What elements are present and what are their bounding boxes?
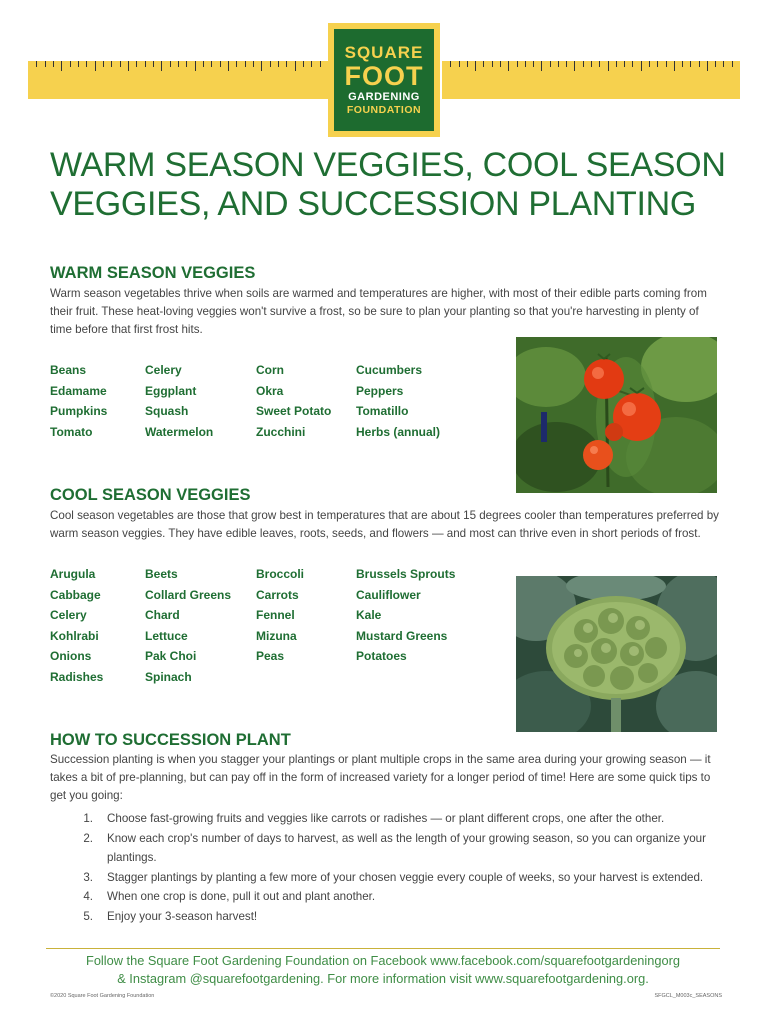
tip-text: Know each crop's number of days to harvest, as well as the length of your growing season, so you can organize your plantings. — [107, 831, 706, 864]
veggie-name: Mustard Greens — [356, 628, 448, 643]
ruler-tick — [295, 61, 296, 71]
logo-text-foundation: FOUNDATION — [346, 103, 422, 116]
succession-description: Succession planting is when you stagger your plantings or plant multiple crops in the same area during your growing season — it takes a bit of pre-planning, but can pay off in the form of increased variety for a longer period of time! Here are some quick tips to get you going: — [50, 753, 711, 802]
veggie-name: Potatoes — [356, 649, 407, 664]
ruler-tick — [311, 61, 312, 67]
veggie-name: Corn — [256, 363, 284, 378]
ruler-tick — [178, 61, 179, 67]
ruler-tick — [245, 61, 246, 67]
ruler-tick — [641, 61, 642, 71]
ruler-tick — [450, 61, 451, 67]
ruler-tick — [459, 61, 460, 67]
ruler-tick — [583, 61, 584, 67]
veggie-row — [50, 564, 466, 585]
ruler-tick — [303, 61, 304, 67]
ruler-tick — [228, 61, 229, 71]
ruler-tick — [161, 61, 162, 71]
veggie-name: Celery — [50, 608, 87, 623]
ruler-tick — [707, 61, 708, 71]
veggie-name: Beans — [50, 363, 87, 378]
ruler-tick — [467, 61, 468, 67]
ruler-tick — [211, 61, 212, 67]
veggie-name: Eggplant — [145, 383, 197, 398]
tip-item — [50, 868, 710, 888]
veggie-row — [50, 605, 466, 626]
veggie-row — [50, 667, 466, 688]
veggie-name: Chard — [145, 608, 180, 623]
ruler-tick — [261, 61, 262, 71]
veggie-name: Pumpkins — [50, 404, 108, 419]
cool-veggie-list — [50, 564, 466, 687]
copyright-notice: ©2020 Square Foot Gardening Foundation — [50, 993, 155, 999]
ruler-bar-right — [442, 61, 740, 99]
ruler-tick — [508, 61, 509, 71]
ruler-tick — [732, 61, 733, 67]
ruler-tick — [86, 61, 87, 67]
veggie-name: Cauliflower — [356, 587, 421, 602]
veggie-name: Broccoli — [256, 567, 305, 582]
ruler-tick — [186, 61, 187, 67]
ruler-tick — [616, 61, 617, 67]
ruler-tick — [682, 61, 683, 67]
ruler-tick — [500, 61, 501, 67]
ruler-tick — [70, 61, 71, 67]
cool-season-description: Cool season vegetables are those that grow best in temperatures that are about 15 degrees cooler than temperatures preferred by warm season veggies. They have edible leaves, roots, seeds, and flowers — and most can thrive even in short periods of frost. — [50, 509, 719, 540]
ruler-tick — [541, 61, 542, 71]
tip-item — [50, 907, 710, 927]
logo-text-foot: FOOT — [344, 60, 424, 91]
veggie-name: Fennel — [256, 608, 295, 623]
ruler-tick — [674, 61, 675, 71]
ruler-tick — [599, 61, 600, 67]
ruler-bar-left — [28, 61, 328, 99]
ruler-tick — [236, 61, 237, 67]
ruler-tick — [591, 61, 592, 67]
veggie-row — [50, 585, 466, 606]
tip-item — [50, 829, 710, 868]
footer-follow-text — [46, 952, 720, 988]
ruler-tick — [699, 61, 700, 67]
broccoli-photo — [516, 576, 717, 732]
footer-line-1: Follow the Square Foot Gardening Foundation on Facebook www.facebook.com/squarefootgardeningorg — [86, 953, 680, 968]
ruler-tick — [95, 61, 96, 71]
cool-season-heading: COOL SEASON VEGGIES — [50, 486, 251, 504]
ruler-tick — [253, 61, 254, 67]
veggie-name: Zucchini — [256, 424, 306, 439]
veggie-name: Kohlrabi — [50, 628, 99, 643]
ruler-tick — [475, 61, 476, 71]
ruler-tick — [715, 61, 716, 67]
page-title — [50, 146, 740, 224]
logo-text-square: SQUARE — [344, 42, 424, 62]
sfg-foundation-logo[interactable] — [328, 23, 440, 137]
veggie-row — [50, 646, 466, 667]
veggie-name: Lettuce — [145, 628, 188, 643]
ruler-tick — [517, 61, 518, 67]
ruler-tick — [36, 61, 37, 67]
ruler-tick — [78, 61, 79, 67]
ruler-tick — [111, 61, 112, 67]
ruler-tick — [153, 61, 154, 67]
ruler-tick — [649, 61, 650, 67]
veggie-name: Onions — [50, 649, 92, 664]
tip-number: 2. — [83, 831, 93, 845]
ruler-tick — [278, 61, 279, 67]
veggie-name: Brussels Sprouts — [356, 567, 456, 582]
veggie-name: Cucumbers — [356, 363, 423, 378]
veggie-name: Peas — [256, 649, 285, 664]
ruler-tick — [220, 61, 221, 67]
ruler-tick — [145, 61, 146, 67]
ruler-tick — [632, 61, 633, 67]
ruler-tick — [533, 61, 534, 67]
ruler-tick — [574, 61, 575, 71]
veggie-name: Beets — [145, 567, 178, 582]
ruler-tick — [270, 61, 271, 67]
ruler-tick — [320, 61, 321, 67]
ruler-tick — [203, 61, 204, 67]
title-line-2: VEGGIES, AND SUCCESSION PLANTING — [50, 185, 696, 223]
veggie-name: Cabbage — [50, 587, 101, 602]
veggie-name: Herbs (annual) — [356, 424, 441, 439]
ruler-tick — [558, 61, 559, 67]
tip-item — [50, 887, 710, 907]
tip-number: 1. — [83, 812, 93, 825]
tip-text: Stagger plantings by planting a few more of your chosen veggie every couple of weeks, so your harvest is extended. — [107, 870, 704, 884]
ruler-tick — [566, 61, 567, 67]
document-code: SFGCL_M003c_SEASONS — [654, 993, 722, 999]
ruler-tick — [195, 61, 196, 71]
veggie-name: Peppers — [356, 383, 404, 398]
ruler-tick — [690, 61, 691, 67]
tip-text: Enjoy your 3-season harvest! — [107, 909, 258, 923]
ruler-tick — [657, 61, 658, 67]
ruler-tick — [61, 61, 62, 71]
veggie-row — [50, 360, 466, 381]
succession-heading: HOW TO SUCCESSION PLANT — [50, 731, 291, 749]
ruler-tick — [286, 61, 287, 67]
tomato-photo — [516, 337, 717, 493]
footer-line-2: & Instagram @squarefootgardening. For more information visit www.squarefootgardening.org. — [117, 971, 649, 986]
veggie-name: Mizuna — [256, 628, 297, 643]
ruler-tick — [136, 61, 137, 67]
ruler-tick — [492, 61, 493, 67]
ruler-tick — [53, 61, 54, 67]
warm-veggie-list — [50, 360, 466, 442]
veggie-name: Spinach — [145, 669, 192, 684]
veggie-name: Edamame — [50, 383, 107, 398]
ruler-tick — [170, 61, 171, 67]
veggie-name: Carrots — [256, 587, 299, 602]
ruler-tick — [624, 61, 625, 67]
ruler-tick — [550, 61, 551, 67]
title-line-1: WARM SEASON VEGGIES, COOL SEASON — [50, 146, 726, 184]
veggie-name: Sweet Potato — [256, 404, 332, 419]
tip-number: 4. — [83, 890, 93, 903]
veggie-name: Tomatillo — [356, 404, 409, 419]
veggie-row — [50, 401, 466, 422]
veggie-name: Pak Choi — [145, 649, 197, 664]
tip-text: Choose fast-growing fruits and veggies like carrots or radishes — or plant different crops, one after the other. — [107, 812, 665, 825]
warm-season-heading: WARM SEASON VEGGIES — [50, 264, 256, 282]
ruler-tick — [483, 61, 484, 67]
veggie-row — [50, 626, 466, 647]
ruler-tick — [723, 61, 724, 67]
veggie-row — [50, 422, 466, 443]
tip-item — [50, 809, 710, 829]
footer-divider — [46, 948, 720, 949]
ruler-tick — [45, 61, 46, 67]
ruler-tick — [608, 61, 609, 71]
ruler-tick — [525, 61, 526, 67]
veggie-name: Tomato — [50, 424, 93, 439]
succession-tips-list — [50, 809, 710, 926]
veggie-name: Radishes — [50, 669, 104, 684]
veggie-name: Arugula — [50, 567, 96, 582]
warm-season-description: Warm season vegetables thrive when soils are warmed and temperatures are higher, with most of their edible parts coming from their fruit. These heat-loving veggies won't survive a frost, so be sure to plan your planting so that you're harvesting in plenty of time before that first frost hits. — [50, 287, 707, 336]
logo-text-gardening: GARDENING — [348, 90, 420, 103]
ruler-tick — [128, 61, 129, 71]
ruler-tick — [666, 61, 667, 67]
veggie-name: Collard Greens — [145, 587, 232, 602]
veggie-name: Celery — [145, 363, 182, 378]
tip-text: When one crop is done, pull it out and plant another. — [107, 890, 376, 903]
ruler-tick — [103, 61, 104, 67]
tip-number: 5. — [83, 909, 93, 923]
ruler-tick — [120, 61, 121, 67]
veggie-name: Squash — [145, 404, 189, 419]
veggie-name: Kale — [356, 608, 382, 623]
veggie-row — [50, 381, 466, 402]
tip-number: 3. — [83, 870, 93, 884]
veggie-name: Watermelon — [145, 424, 214, 439]
veggie-name: Okra — [256, 383, 284, 398]
